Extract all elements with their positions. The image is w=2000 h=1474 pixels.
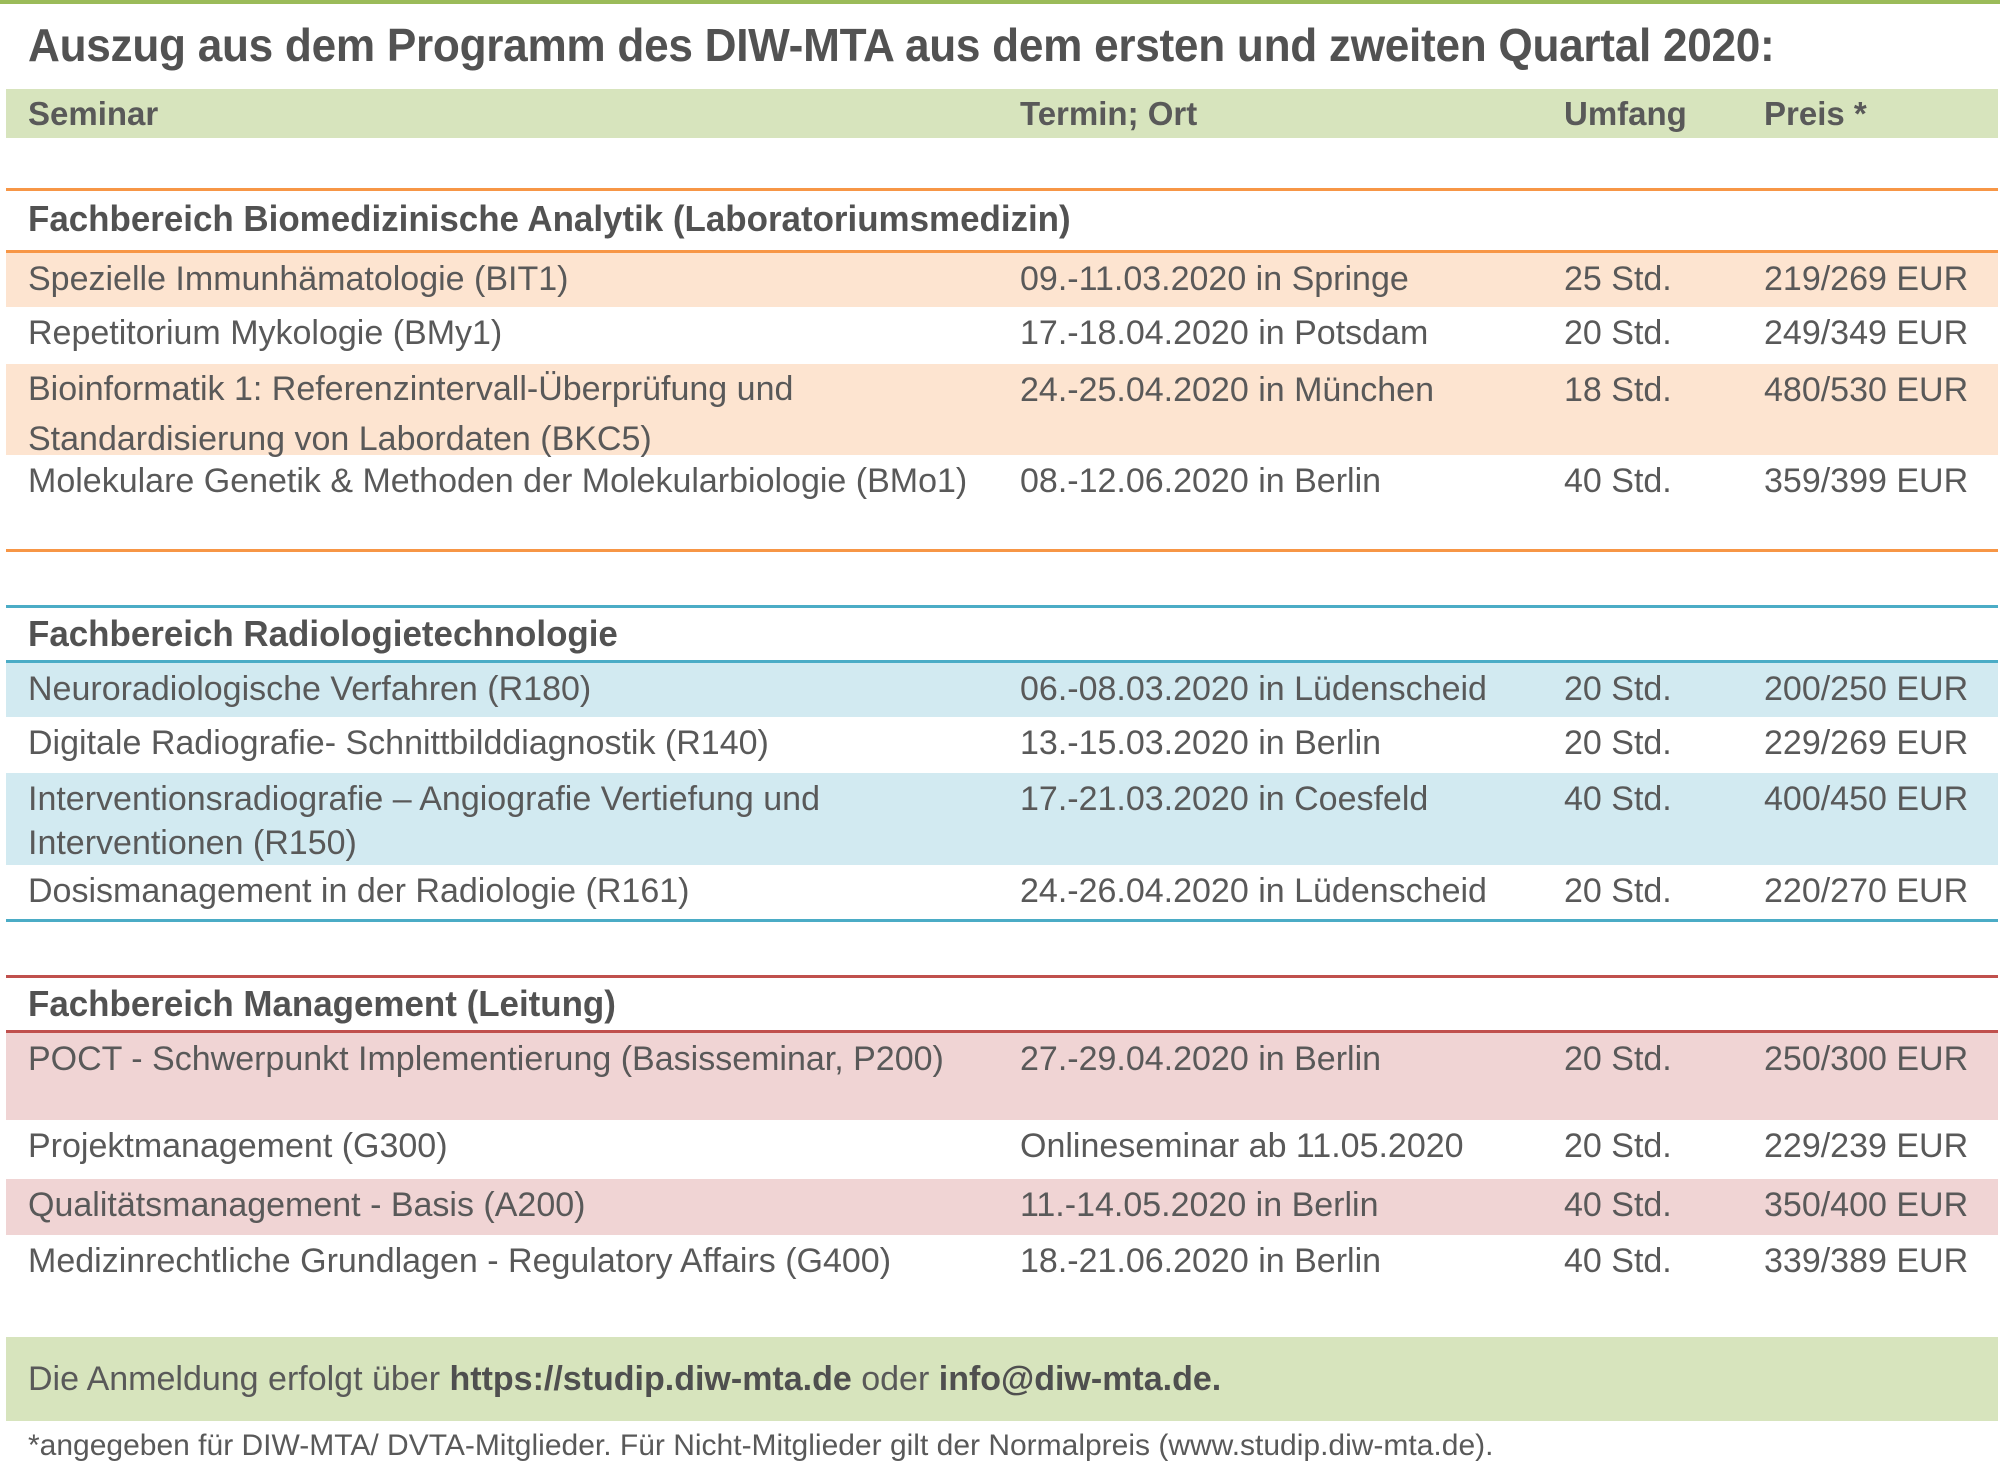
table-row xyxy=(6,717,1998,773)
section-heading: Fachbereich Biomedizinische Analytik (Laboratoriumsmedizin) xyxy=(28,198,1071,239)
table-header xyxy=(6,89,1998,138)
termin-cell: 24.-26.04.2020 in Lüdenscheid xyxy=(1020,872,1487,910)
table-row xyxy=(6,253,1998,307)
registration-url-link[interactable]: https://studip.diw-mta.de xyxy=(449,1360,852,1398)
termin-cell: 13.-15.03.2020 in Berlin xyxy=(1020,724,1382,762)
registration-middle: oder xyxy=(851,1360,939,1398)
umfang-cell: 40 Std. xyxy=(1564,780,1672,818)
preis-cell: 480/530 EUR xyxy=(1764,371,1969,409)
umfang-cell: 25 Std. xyxy=(1564,260,1672,298)
section-management xyxy=(6,975,1998,1295)
termin-cell: 17.-18.04.2020 in Potsdam xyxy=(1020,314,1429,352)
termin-cell: 11.-14.05.2020 in Berlin xyxy=(1020,1186,1379,1224)
top-rule xyxy=(0,0,2000,4)
table-row xyxy=(6,865,1998,919)
section-heading: Fachbereich Radiologietechnologie xyxy=(28,613,618,654)
table-row xyxy=(6,1120,1998,1179)
preis-cell: 219/269 EUR xyxy=(1764,260,1969,298)
registration-email-link[interactable]: info@diw-mta.de. xyxy=(938,1360,1222,1398)
table-row xyxy=(6,1033,1998,1120)
preis-cell: 229/269 EUR xyxy=(1764,724,1969,762)
seminar-cell: Projektmanagement (G300) xyxy=(28,1127,448,1165)
preis-cell: 200/250 EUR xyxy=(1764,670,1969,708)
termin-cell: 17.-21.03.2020 in Coesfeld xyxy=(1020,780,1429,818)
column-header-seminar: Seminar xyxy=(28,95,159,132)
column-header-termin: Termin; Ort xyxy=(1020,95,1198,132)
umfang-cell: 40 Std. xyxy=(1564,1242,1672,1280)
seminar-cell: Molekulare Genetik & Methoden der Molekularbiologie (BMo1) xyxy=(28,462,968,500)
seminar-cell: Medizinrechtliche Grundlagen - Regulatory Affairs (G400) xyxy=(28,1242,892,1280)
umfang-cell: 40 Std. xyxy=(1564,462,1672,500)
table-row xyxy=(6,307,1998,364)
seminar-cell: Digitale Radiografie- Schnittbilddiagnostik (R140) xyxy=(28,724,769,762)
umfang-cell: 40 Std. xyxy=(1564,1186,1672,1224)
umfang-cell: 20 Std. xyxy=(1564,314,1672,352)
column-header-preis: Preis * xyxy=(1764,95,1867,132)
preis-cell: 229/239 EUR xyxy=(1764,1127,1969,1165)
seminar-cell: POCT - Schwerpunkt Implementierung (Basisseminar, P200) xyxy=(28,1040,944,1078)
section-biomedizinische-analytik xyxy=(6,188,1998,552)
preis-cell: 249/349 EUR xyxy=(1764,314,1969,352)
section-rule xyxy=(6,188,1998,191)
termin-cell: 06.-08.03.2020 in Lüdenscheid xyxy=(1020,670,1487,708)
umfang-cell: 20 Std. xyxy=(1564,724,1672,762)
preis-cell: 350/400 EUR xyxy=(1764,1186,1969,1224)
preis-cell: 220/270 EUR xyxy=(1764,872,1969,910)
seminar-cell: Spezielle Immunhämatologie (BIT1) xyxy=(28,260,569,298)
umfang-cell: 20 Std. xyxy=(1564,872,1672,910)
table-row xyxy=(6,455,1998,549)
seminar-cell: Bioinformatik 1: Referenzintervall-Überprüfung und Standardisierung von Labordaten (BKC5) xyxy=(28,370,794,458)
umfang-cell: 20 Std. xyxy=(1564,1127,1672,1165)
umfang-cell: 20 Std. xyxy=(1564,670,1672,708)
seminar-cell: Qualitätsmanagement - Basis (A200) xyxy=(28,1186,586,1224)
registration-text xyxy=(28,1337,1221,1421)
price-footnote: *angegeben für DIW-MTA/ DVTA-Mitglieder. Für Nicht-Mitglieder gilt der Normalpreis (www.studip.diw-mta.de). xyxy=(28,1429,1494,1462)
table-row xyxy=(6,364,1998,458)
table-row xyxy=(6,1235,1998,1291)
section-rule xyxy=(6,975,1998,978)
table-row xyxy=(6,1179,1998,1235)
termin-cell: 09.-11.03.2020 in Springe xyxy=(1020,260,1409,298)
section-rule xyxy=(6,919,1998,922)
preis-cell: 400/450 EUR xyxy=(1764,780,1969,818)
preis-cell: 250/300 EUR xyxy=(1764,1040,1969,1078)
table-row xyxy=(6,773,1998,865)
section-rule xyxy=(6,605,1998,608)
seminar-cell: Repetitorium Mykologie (BMy1) xyxy=(28,314,503,352)
termin-cell: 08.-12.06.2020 in Berlin xyxy=(1020,462,1382,500)
termin-cell: 18.-21.06.2020 in Berlin xyxy=(1020,1242,1382,1280)
umfang-cell: 20 Std. xyxy=(1564,1040,1672,1078)
page-title: Auszug aus dem Programm des DIW-MTA aus dem ersten und zweiten Quartal 2020: xyxy=(28,19,1775,71)
seminar-cell: Neuroradiologische Verfahren (R180) xyxy=(28,670,592,708)
termin-cell: 24.-25.04.2020 in München xyxy=(1020,371,1434,409)
preis-cell: 339/389 EUR xyxy=(1764,1242,1969,1280)
termin-cell: Onlineseminar ab 11.05.2020 xyxy=(1020,1127,1464,1165)
section-radiologietechnologie xyxy=(6,605,1998,923)
seminar-cell: Interventionsradiografie – Angiografie Vertiefung und Interventionen (R150) xyxy=(28,780,820,862)
column-header-umfang: Umfang xyxy=(1564,95,1687,132)
section-heading: Fachbereich Management (Leitung) xyxy=(28,983,616,1024)
umfang-cell: 18 Std. xyxy=(1564,371,1672,409)
preis-cell: 359/399 EUR xyxy=(1764,462,1969,500)
seminar-cell: Dosismanagement in der Radiologie (R161) xyxy=(28,872,690,910)
registration-band xyxy=(6,1337,1998,1421)
termin-cell: 27.-29.04.2020 in Berlin xyxy=(1020,1040,1382,1078)
table-row xyxy=(6,663,1998,717)
registration-prefix: Die Anmeldung erfolgt über xyxy=(28,1360,450,1398)
section-rule xyxy=(6,549,1998,552)
